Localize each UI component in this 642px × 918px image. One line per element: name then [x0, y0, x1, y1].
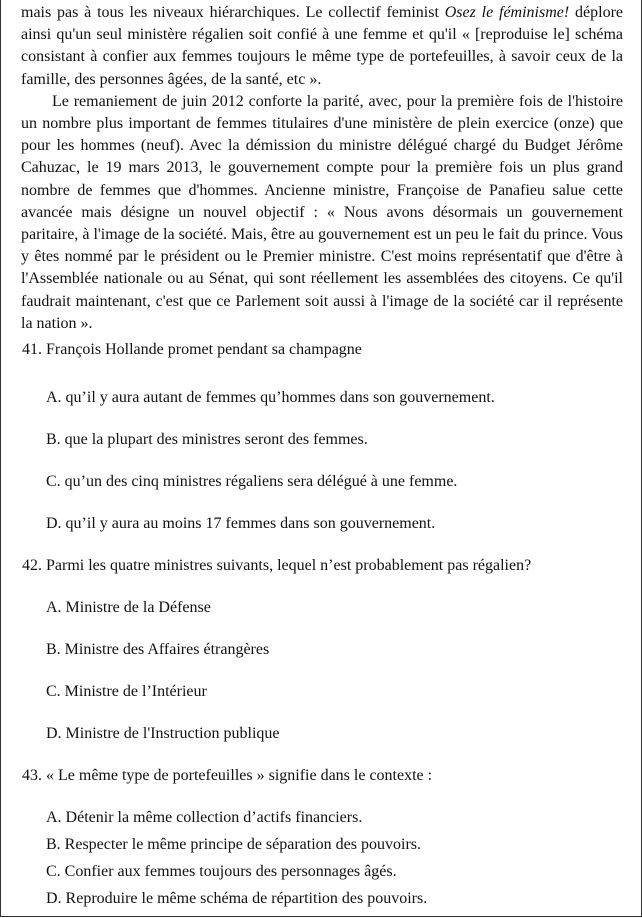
- question-43-option-c: C. Confier aux femmes toujours des personnages âgés.: [46, 863, 397, 880]
- passage-text: mais pas à tous les niveaux hiérarchiques. Le collectif feminist: [21, 4, 445, 21]
- question-43-stem: 43. « Le même type de portefeuilles » signifie dans le contexte :: [22, 767, 433, 784]
- italic-title: Osez le féminisme!: [444, 4, 570, 21]
- question-41-option-b: B. que la plupart des ministres seront des femmes.: [46, 431, 368, 448]
- question-41-option-d: D. qu’il y aura au moins 17 femmes dans son gouvernement.: [46, 515, 436, 532]
- question-43-option-a: A. Détenir la même collection d’actifs financiers.: [46, 809, 363, 826]
- question-42-option-a: A. Ministre de la Défense: [46, 599, 211, 616]
- question-41-stem: 41. François Hollande promet pendant sa champagne: [22, 341, 362, 358]
- question-43-option-b: B. Respecter le même principe de séparation des pouvoirs.: [46, 836, 421, 853]
- question-41-option-a: A. qu’il y aura autant de femmes qu’hommes dans son gouvernement.: [46, 389, 495, 406]
- question-42-option-d: D. Ministre de l'Instruction publique: [46, 725, 280, 742]
- question-42-stem: 42. Parmi les quatre ministres suivants, lequel n’est probablement pas régalien?: [22, 557, 532, 574]
- question-43-option-d: D. Reproduire le même schéma de répartition des pouvoirs.: [46, 890, 428, 907]
- question-41-option-c: C. qu’un des cinq ministres régaliens sera délégué à une femme.: [46, 473, 458, 490]
- passage-paragraph-1: [21, 2, 623, 91]
- passage-text: déplore ainsi qu'un seul ministère régalien soit confié à une femme et qu'il « [reproduise le] schéma consistant à confier aux femmes toujours le même type de portefeuilles, à savoir ceux de la famille, des personnes âgées, de la santé, etc ».: [21, 4, 624, 88]
- passage-paragraph-2: Le remaniement de juin 2012 conforte la parité, avec, pour la première fois de l'histoire un nombre plus important de femmes titulaires d'une ministère de plein exercice (onze) que pour les hommes (neuf). Avec la démission du ministre délégué chargé du Budget Jérôme Cahuzac, le 19 mars 2013, le gouvernement compte pour la première fois un plus grand nombre de femmes que d'hommes. Ancienne ministre, Françoise de Panafieu salue cette avancée mais désigne un nouvel objectif : « Nous avons désormais un gouvernement paritaire, à l'image de la société. Mais, être au gouvernement est un peu le fait du prince. Vous y êtes nommé par le président ou le Premier ministre. C'est moins représentatif que d'être à l'Assemblée nationale ou au Sénat, qui sont réellement les assemblées des citoyens. Ce qu'il faudrait maintenant, c'est que ce Parlement soit aussi à l'image de la société car il représente la nation ».: [21, 92, 623, 332]
- question-42-option-c: C. Ministre de l’Intérieur: [46, 683, 207, 700]
- question-42-option-b: B. Ministre des Affaires étrangères: [46, 641, 270, 658]
- reading-passage: [21, 2, 623, 335]
